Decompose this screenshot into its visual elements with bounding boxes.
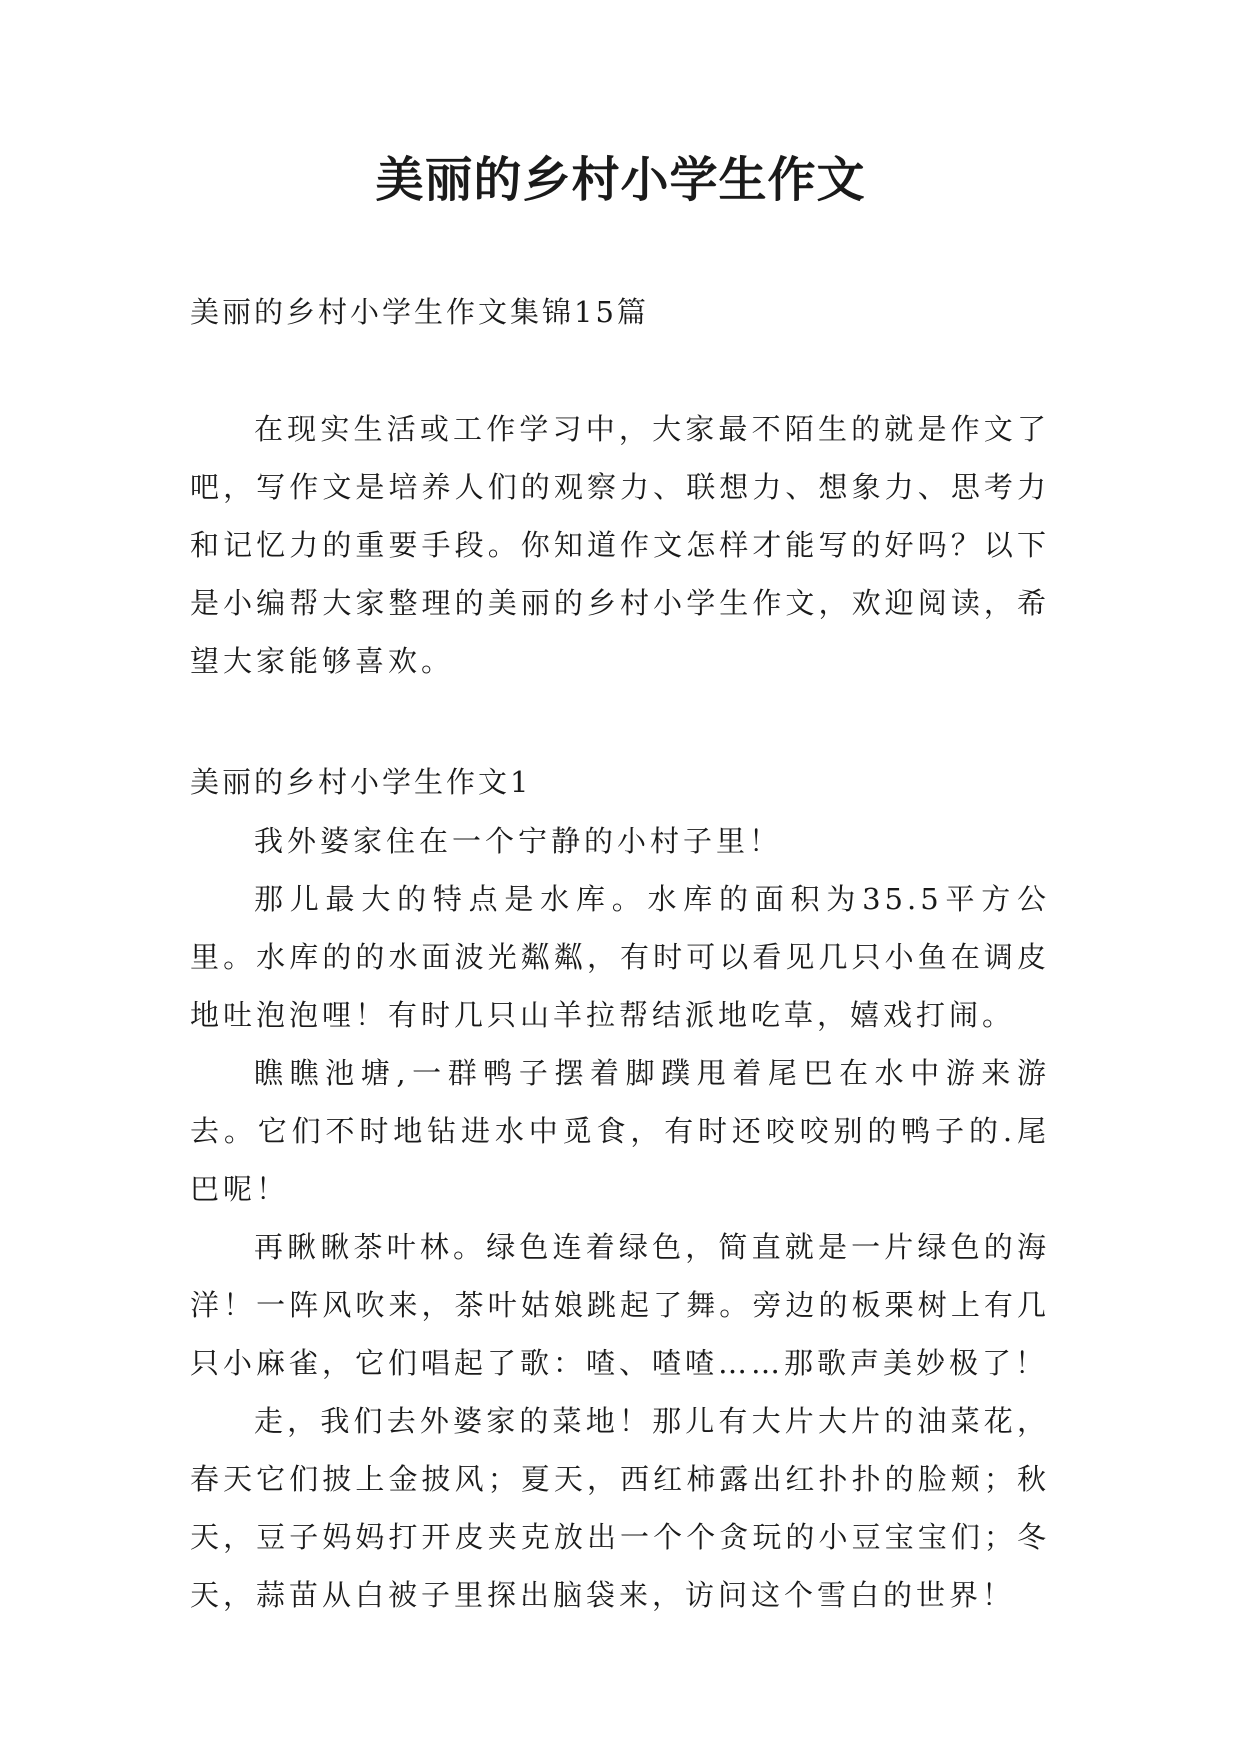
essay-paragraph: 那儿最大的特点是水库。水库的面积为35.5平方公里。水库的的水面波光粼粼，有时可以看见几只小鱼在调皮地吐泡泡哩！有时几只山羊拉帮结派地吃草，嬉戏打闹。 <box>190 882 1050 1032</box>
essay-paragraph: 再瞅瞅茶叶林。绿色连着绿色，简直就是一片绿色的海洋！一阵风吹来，茶叶姑娘跳起了舞。旁边的板栗树上有几只小麻雀，它们唱起了歌：喳、喳喳……那歌声美妙极了！ <box>190 1230 1050 1380</box>
intro-paragraph: 在现实生活或工作学习中，大家最不陌生的就是作文了吧，写作文是培养人们的观察力、联想力、想象力、思考力和记忆力的重要手段。你知道作文怎样才能写的好吗？以下是小编帮大家整理的美丽的乡村小学生作文，欢迎阅读，希望大家能够喜欢。 <box>190 412 1050 678</box>
intro-paragraph-block <box>190 400 1050 690</box>
essay-body <box>190 812 1050 1624</box>
essay-paragraph: 走，我们去外婆家的菜地！那儿有大片大片的油菜花，春天它们披上金披风；夏天，西红柿露出红扑扑的脸颊；秋天，豆子妈妈打开皮夹克放出一个个贪玩的小豆宝宝们；冬天，蒜苗从白被子里探出脑袋来，访问这个雪白的世界！ <box>190 1404 1050 1612</box>
document-subtitle: 美丽的乡村小学生作文集锦15篇 <box>190 295 649 329</box>
section-heading: 美丽的乡村小学生作文1 <box>190 765 532 799</box>
document-title: 美丽的乡村小学生作文 <box>375 152 866 208</box>
essay-paragraph: 我外婆家住在一个宁静的小村子里！ <box>254 824 783 858</box>
essay-paragraph: 瞧瞧池塘,一群鸭子摆着脚蹼甩着尾巴在水中游来游去。它们不时地钻进水中觅食，有时还咬咬别的鸭子的.尾巴呢！ <box>190 1056 1050 1206</box>
